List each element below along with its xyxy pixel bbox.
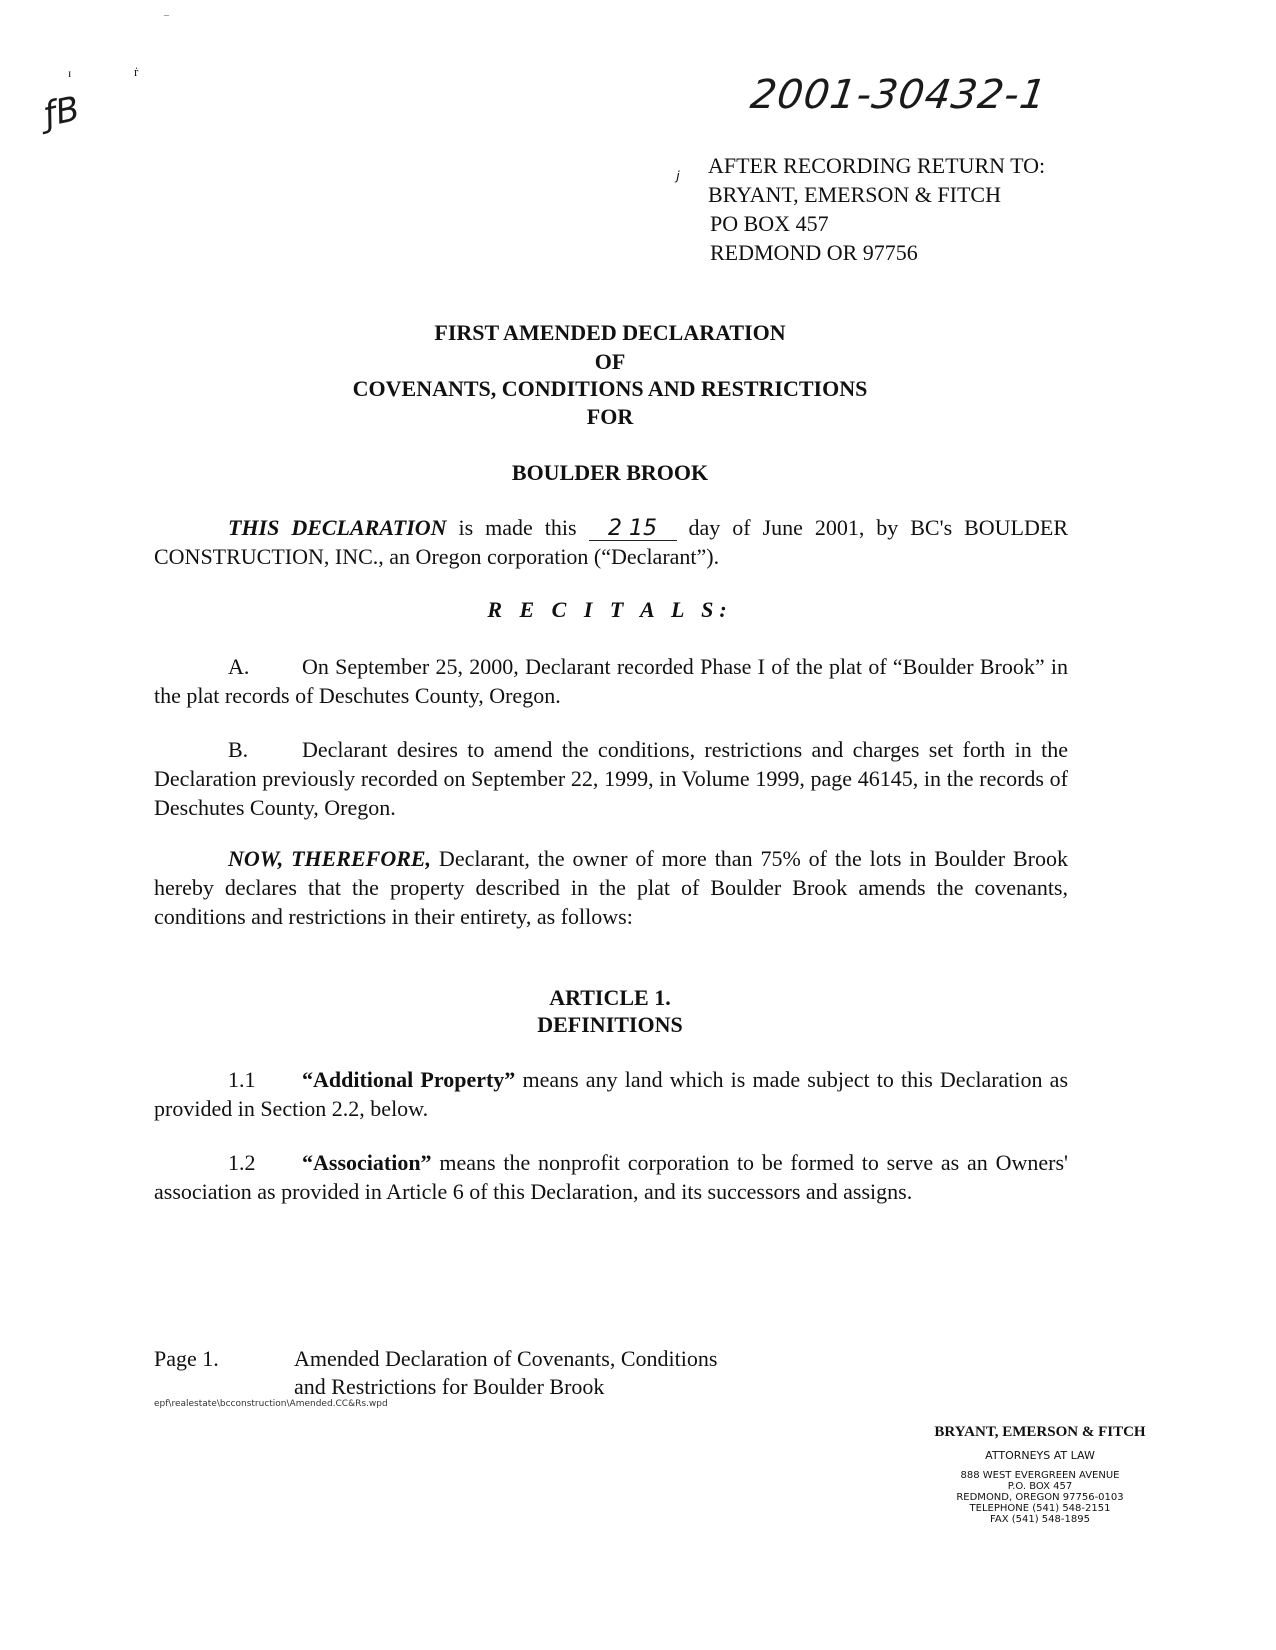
definition-term: “Association” [302, 1150, 432, 1175]
firm-address [890, 1470, 1190, 1525]
document-title: COVENANTS, CONDITIONS AND RESTRICTIONS [352, 376, 868, 401]
firm-address-line: FAX (541) 548-1895 [990, 1514, 1090, 1525]
document-title: FIRST AMENDED DECLARATION [434, 320, 786, 345]
return-heading: AFTER RECORDING RETURN TO: [708, 153, 1046, 178]
scan-mark: – [164, 10, 169, 21]
definition-number: 1.2 [228, 1150, 256, 1175]
handwritten-day-fill: 2 15 [589, 518, 677, 541]
scan-mark: ɪ [68, 66, 72, 80]
footer-line: Amended Declaration of Covenants, Conditions [294, 1346, 718, 1371]
recital-label: A. [228, 654, 250, 679]
now-therefore-text: Declarant, the owner of more than 75% of the lots in Boulder Brook hereby declares that the property described in the plat of Boulder Brook amends the covenants, conditions and restrictions in their entirety, as follows: [154, 846, 1068, 929]
recital-text: Declarant desires to amend the conditions, restrictions and charges set forth in the Declaration previously recorded on September 22, 1999, in Volume 1999, page 46145, in the records of Deschutes County, Oregon. [154, 737, 1068, 820]
return-line: PO BOX 457 [710, 211, 829, 236]
handwritten-recording-number: 2001-30432-1 [747, 72, 1050, 118]
definition-term: “Additional Property” [302, 1067, 516, 1092]
article-heading: DEFINITIONS [537, 1012, 683, 1037]
firm-name: BRYANT, EMERSON & FITCH [934, 1424, 1146, 1440]
intro-text: day of June 2001, by BC's BOULDER CONSTRUCTION, INC., an Oregon corporation (“Declarant”). [154, 515, 1068, 569]
firm-address-line: TELEPHONE (541) 548-2151 [969, 1503, 1111, 1514]
definition-1-2 [154, 1148, 1068, 1206]
recital-b [154, 735, 1068, 822]
firm-address-line: 888 WEST EVERGREEN AVENUE [960, 1470, 1120, 1481]
intro-paragraph [154, 513, 1068, 571]
definition-text: means the nonprofit corporation to be formed to serve as an Owners' association as provided in Article 6 of this Declaration, and its successors and assigns. [154, 1150, 1068, 1204]
project-name: BOULDER BROOK [511, 460, 709, 485]
definition-number: 1.1 [228, 1067, 256, 1092]
page-number: Page 1. [154, 1346, 219, 1371]
return-line: BRYANT, EMERSON & FITCH [708, 182, 1001, 207]
handwritten-initials: ƒB [40, 88, 84, 136]
document-title: FOR [586, 404, 634, 429]
return-line: REDMOND OR 97756 [710, 240, 918, 265]
article-heading: ARTICLE 1. [549, 985, 671, 1010]
recitals-heading: R E C I T A L S: [487, 597, 733, 622]
file-path: epf\realestate\bcconstruction\Amended.CC&Rs.wpd [154, 1399, 388, 1409]
firm-subtitle: ATTORNEYS AT LAW [985, 1449, 1095, 1462]
definition-text: means any land which is made subject to this Declaration as provided in Section 2.2, below. [154, 1067, 1069, 1121]
return-address-block [708, 151, 1045, 267]
now-therefore-lead: NOW, THEREFORE, [228, 846, 432, 871]
recital-text: On September 25, 2000, Declarant recorded Phase I of the plat of “Boulder Brook” in the plat records of Deschutes County, Oregon. [154, 654, 1068, 708]
intro-text: is made this [446, 515, 589, 540]
recital-a [154, 652, 1068, 710]
check-mark-icon: ʲ [676, 168, 680, 193]
firm-address-line: REDMOND, OREGON 97756-0103 [956, 1492, 1124, 1503]
intro-lead: THIS DECLARATION [228, 515, 447, 540]
firm-address-line: P.O. BOX 457 [1007, 1481, 1073, 1492]
recital-label: B. [228, 737, 249, 762]
now-therefore-paragraph [154, 844, 1068, 931]
footer-line: and Restrictions for Boulder Brook [294, 1374, 605, 1399]
document-title: OF [594, 349, 626, 374]
page-footer [154, 1345, 717, 1401]
scan-mark: ṙ [134, 64, 139, 79]
definition-1-1 [154, 1065, 1068, 1123]
